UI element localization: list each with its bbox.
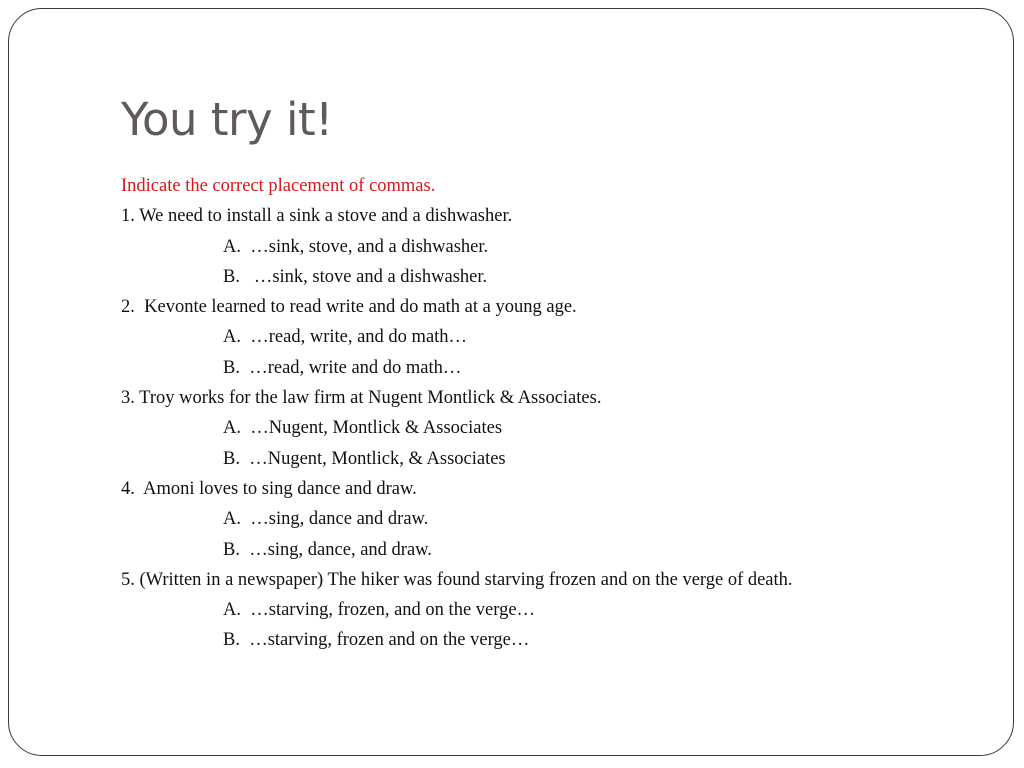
question-2-option-a bbox=[121, 322, 1001, 352]
question-text: Kevonte learned to read write and do math at a young age. bbox=[134, 297, 577, 318]
question-number: 5. bbox=[121, 569, 135, 590]
option-text: …starving, frozen and on the verge… bbox=[239, 630, 530, 651]
option-text: …read, write and do math… bbox=[239, 357, 462, 378]
question-1 bbox=[121, 201, 1001, 231]
question-text: We need to install a sink a stove and a dishwasher. bbox=[134, 206, 513, 227]
option-letter: B. bbox=[223, 630, 240, 651]
question-1-option-a bbox=[121, 232, 1001, 262]
question-3 bbox=[121, 383, 1001, 413]
option-text: …sing, dance and draw. bbox=[241, 509, 429, 530]
option-letter: A. bbox=[223, 418, 241, 439]
instruction-text: Indicate the correct placement of commas. bbox=[121, 176, 436, 196]
question-3-option-b bbox=[121, 444, 1001, 474]
option-letter: A. bbox=[223, 236, 241, 257]
question-2 bbox=[121, 292, 1001, 322]
question-4-option-a bbox=[121, 504, 1001, 534]
option-text: …starving, frozen, and on the verge… bbox=[241, 600, 536, 621]
question-text: Troy works for the law firm at Nugent Montlick & Associates. bbox=[134, 388, 602, 409]
question-text: Amoni loves to sing dance and draw. bbox=[134, 478, 417, 499]
question-5 bbox=[121, 565, 1001, 595]
option-text: …Nugent, Montlick, & Associates bbox=[239, 448, 506, 469]
question-5-option-b bbox=[121, 625, 1001, 655]
option-letter: B. bbox=[223, 357, 240, 378]
option-text: …sink, stove, and a dishwasher. bbox=[241, 236, 489, 257]
question-number: 4. bbox=[121, 478, 135, 499]
slide-content bbox=[121, 171, 1001, 656]
option-letter: B. bbox=[223, 539, 240, 560]
option-text: …read, write, and do math… bbox=[241, 327, 468, 348]
option-letter: A. bbox=[223, 600, 241, 621]
option-text: …sing, dance, and draw. bbox=[239, 539, 432, 560]
question-4-option-b bbox=[121, 535, 1001, 565]
option-letter: A. bbox=[223, 509, 241, 530]
question-1-option-b bbox=[121, 262, 1001, 292]
option-letter: B. bbox=[223, 448, 240, 469]
question-number: 2. bbox=[121, 297, 135, 318]
question-5-option-a bbox=[121, 595, 1001, 625]
option-text: …Nugent, Montlick & Associates bbox=[241, 418, 503, 439]
question-3-option-a bbox=[121, 413, 1001, 443]
option-letter: A. bbox=[223, 327, 241, 348]
option-letter: B. bbox=[223, 266, 240, 287]
slide-title: You try it! bbox=[121, 93, 333, 146]
question-4 bbox=[121, 474, 1001, 504]
slide bbox=[8, 8, 1014, 756]
question-text: (Written in a newspaper) The hiker was found starving frozen and on the verge of death. bbox=[134, 569, 793, 590]
option-text: …sink, stove and a dishwasher. bbox=[239, 266, 488, 287]
question-number: 1. bbox=[121, 206, 135, 227]
question-2-option-b bbox=[121, 353, 1001, 383]
question-number: 3. bbox=[121, 388, 135, 409]
